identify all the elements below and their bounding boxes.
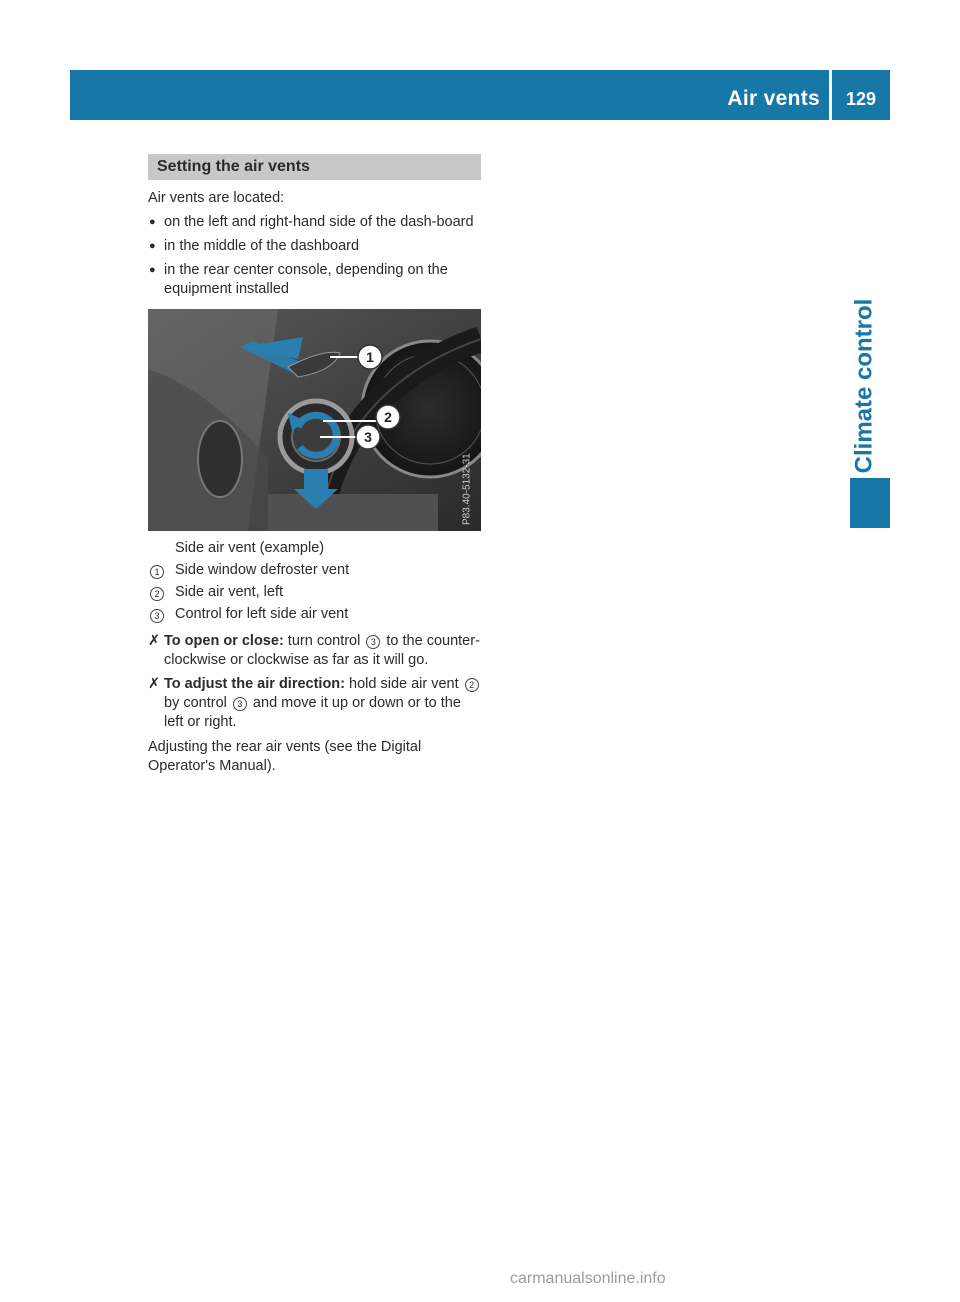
instruction-step <box>148 675 481 732</box>
location-text: in the rear center console, depending on the equipment installed <box>164 262 448 297</box>
step-text: turn control <box>283 633 365 649</box>
section-heading: Setting the air vents <box>148 154 481 180</box>
location-text: on the left and right-hand side of the dash-board <box>164 214 474 230</box>
bullet-icon: ● <box>149 216 156 228</box>
header-divider <box>829 70 832 120</box>
main-content <box>148 154 481 776</box>
location-list-item <box>148 261 481 299</box>
step-text: by control <box>164 695 231 711</box>
control-reference: 3 <box>366 635 380 649</box>
chapter-side-marker <box>850 478 890 528</box>
legend-item <box>148 605 481 624</box>
bullet-icon: ● <box>149 264 156 276</box>
step-text: to the counter-clockwise or clockwise as far as it will go. <box>164 633 480 668</box>
step-label: To open or close: <box>164 633 284 649</box>
legend-item <box>148 583 481 602</box>
location-list-item <box>148 237 481 256</box>
legend-text: Control for left side air vent <box>175 606 349 622</box>
legend-text: Side window defroster vent <box>175 562 350 578</box>
figure-caption: Side air vent (example) <box>175 540 325 556</box>
chapter-section-title: Air vents <box>727 87 820 110</box>
vent-reference: 2 <box>465 678 479 692</box>
page-number: 129 <box>845 89 877 109</box>
control-reference: 3 <box>233 697 247 711</box>
air-vent-photo <box>148 309 481 531</box>
callout-3-label: 3 <box>364 429 372 445</box>
step-arrow-icon: ✗ <box>148 633 161 649</box>
closing-text: Adjusting the rear air vents (see the Digital Operator's Manual). <box>148 739 422 774</box>
bullet-icon: ● <box>149 240 156 252</box>
callout-1-label: 1 <box>366 349 374 365</box>
page-header <box>70 70 890 120</box>
location-text: in the middle of the dashboard <box>164 238 360 254</box>
chapter-side-tab-label: Climate control <box>850 298 878 474</box>
legend-item <box>148 561 481 580</box>
step-label: To adjust the air direction: <box>164 676 345 692</box>
figure-reference-code: P83.40-5132-31 <box>462 453 473 525</box>
callout-number-1: 1 <box>150 565 164 579</box>
location-list-item <box>148 213 481 232</box>
footer-watermark: carmanualsonline.info <box>510 1270 666 1287</box>
intro-text: Air vents are located: <box>148 190 285 206</box>
callout-2-label: 2 <box>384 409 392 425</box>
step-text: and move it up or down or to the left or right. <box>164 695 461 730</box>
instruction-step <box>148 632 481 670</box>
callout-number-2: 2 <box>150 587 164 601</box>
legend-text: Side air vent, left <box>175 584 283 600</box>
step-text: hold side air vent <box>345 676 463 692</box>
dashboard-illustration <box>148 309 481 531</box>
chapter-side-tab <box>838 296 890 476</box>
step-arrow-icon: ✗ <box>148 676 161 692</box>
callout-number-3: 3 <box>150 609 164 623</box>
